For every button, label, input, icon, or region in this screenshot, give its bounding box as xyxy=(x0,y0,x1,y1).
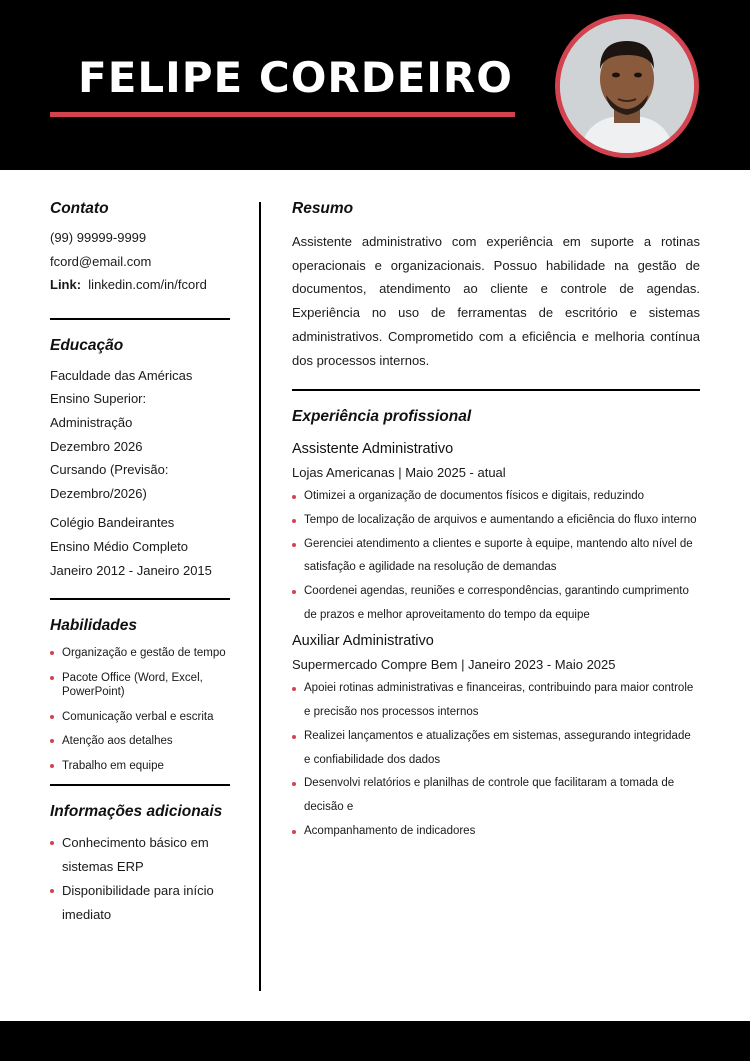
additional-item: Conhecimento básico em sistemas ERP xyxy=(50,831,230,879)
education-line: Ensino Superior: xyxy=(50,391,147,407)
additional-title: Informações adicionais xyxy=(50,802,223,820)
job-bullet: Apoiei rotinas administrativas e financeiras, contribuindo para maior controle e precisão nos processos internos xyxy=(292,677,700,724)
contact-link-value: linkedin.com/in/fcord xyxy=(88,277,207,293)
job-entry xyxy=(292,439,700,627)
education-entry xyxy=(50,364,230,506)
contact-email: fcord@email.com xyxy=(50,253,152,269)
contact-phone: (99) 99999-9999 xyxy=(50,230,147,245)
skill-item: Trabalho em equipe xyxy=(50,759,230,773)
skill-item: Organização e gestão de tempo xyxy=(50,646,230,660)
footer-bar xyxy=(0,1021,750,1061)
job-bullet: Realizei lançamentos e atualizações em sistemas, assegurando integridade e confiabilidade dos dados xyxy=(292,725,700,772)
education-line: Dezembro/2026) xyxy=(50,485,147,501)
education-entry xyxy=(50,511,230,582)
education-line: Dezembro 2026 xyxy=(50,438,143,454)
education-line: Administração xyxy=(50,414,133,430)
job-bullet: Gerenciei atendimento a clientes e suporte à equipe, mantendo alto nível de satisfação e agilidade na resolução de demandas xyxy=(292,533,700,580)
candidate-name: FELIPE CORDEIRO xyxy=(78,53,513,102)
summary-text: Assistente administrativo com experiência em suporte a rotinas operacionais e organizacionais. Possuo habilidade na gestão de documentos, atendimento ao cliente e controle de agendas. Experiência no uso de ferramentas de escritório e sistemas administrativos. Comprometido com a eficiência e melhoria contínua dos processos internos. xyxy=(292,234,700,368)
experience-title: Experiência profissional xyxy=(292,408,472,426)
education-line: Colégio Bandeirantes xyxy=(50,515,175,531)
section-divider-additional xyxy=(50,784,230,786)
skill-item: Pacote Office (Word, Excel, PowerPoint) xyxy=(50,671,230,699)
left-column xyxy=(50,198,230,927)
education-line: Janeiro 2012 - Janeiro 2015 xyxy=(50,562,212,578)
contact-link xyxy=(50,273,230,297)
education-line: Ensino Médio Completo xyxy=(50,538,189,554)
job-role: Assistente Administrativo xyxy=(292,441,454,458)
additional-list xyxy=(50,831,230,927)
job-bullet: Coordenei agendas, reuniões e correspondências, garantindo cumprimento de prazos e melhor aproveitamento do tempo da equipe xyxy=(292,580,700,627)
section-divider-education xyxy=(50,318,230,320)
skill-item: Atenção aos detalhes xyxy=(50,734,230,748)
right-column xyxy=(292,198,700,843)
education-line: Faculdade das Américas xyxy=(50,367,193,383)
skills-list xyxy=(50,646,230,773)
education-line: Cursando (Previsão: xyxy=(50,462,169,478)
name-underline xyxy=(50,112,515,117)
job-bullet: Otimizei a organização de documentos físicos e digitais, reduzindo xyxy=(292,485,700,509)
column-divider xyxy=(259,202,261,991)
job-bullets xyxy=(292,677,700,843)
header-banner xyxy=(0,0,750,170)
job-bullet: Desenvolvi relatórios e planilhas de controle que facilitaram a tomada de decisão e xyxy=(292,772,700,819)
section-divider-skills xyxy=(50,598,230,600)
contact-title: Contato xyxy=(50,200,109,217)
job-role: Auxiliar Administrativo xyxy=(292,633,434,650)
job-bullets xyxy=(292,485,700,627)
skill-item: Comunicação verbal e escrita xyxy=(50,710,230,724)
additional-item: Disponibilidade para início imediato xyxy=(50,879,230,927)
skills-title: Habilidades xyxy=(50,617,137,635)
section-divider-experience xyxy=(292,389,700,391)
job-company: Lojas Americanas | Maio 2025 - atual xyxy=(292,465,506,481)
education-title: Educação xyxy=(50,336,124,354)
profile-photo xyxy=(555,14,699,158)
contact-link-label: Link: xyxy=(50,277,82,293)
job-company: Supermercado Compre Bem | Janeiro 2023 - Maio 2025 xyxy=(292,657,616,673)
profile-photo-illustration xyxy=(560,19,694,153)
job-bullet: Acompanhamento de indicadores xyxy=(292,820,700,844)
job-bullet: Tempo de localização de arquivos e aumentando a eficiência do fluxo interno xyxy=(292,509,700,533)
job-entry xyxy=(292,631,700,843)
summary-title: Resumo xyxy=(292,200,354,217)
